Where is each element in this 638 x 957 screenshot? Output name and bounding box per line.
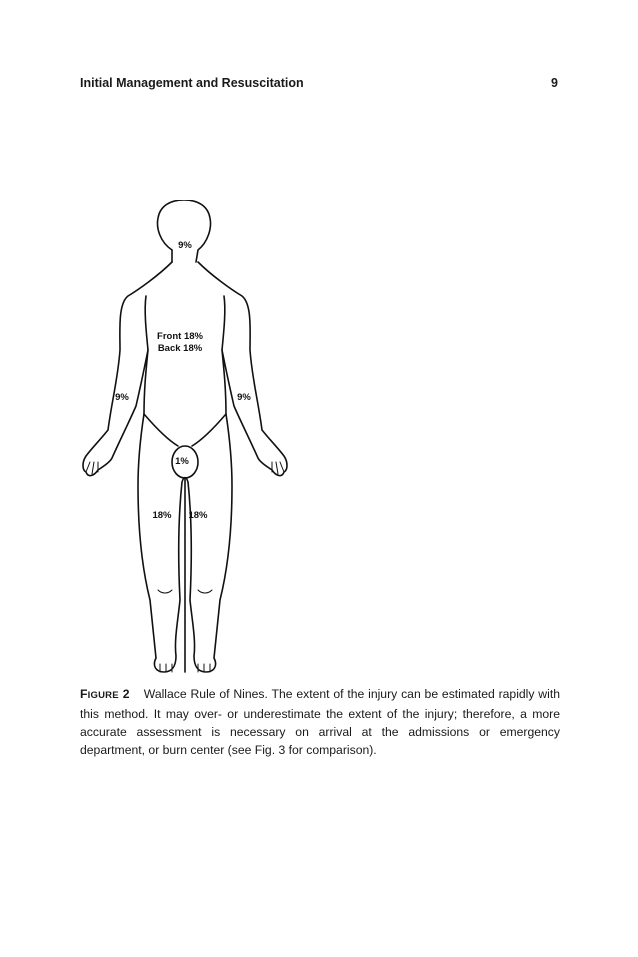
groin-line-right bbox=[192, 414, 226, 446]
left-armpit-line bbox=[145, 296, 148, 350]
groin-line-left bbox=[144, 414, 178, 446]
caption-text: Wallace Rule of Nines. The extent of the injury can be estimated rapidly with this method. It may over- or underestimate the extent of the injury; therefore, a more accurate assessment is necessary on arrival at the admissions or emergency department, or burn center (see Fig. 3 for comparison). bbox=[80, 687, 560, 757]
left-arm-label: 9% bbox=[115, 392, 129, 403]
trunk-front-label: Front 18% bbox=[157, 331, 203, 342]
trunk-back-label: Back 18% bbox=[157, 343, 203, 354]
running-head-title: Initial Management and Resuscitation bbox=[80, 76, 304, 90]
head-label: 9% bbox=[178, 240, 192, 251]
figure-label: FIGURE 2 bbox=[80, 687, 130, 701]
rule-of-nines-figure bbox=[60, 200, 320, 680]
right-arm-label: 9% bbox=[237, 392, 251, 403]
body-outline-illustration bbox=[60, 200, 320, 680]
right-leg-label: 18% bbox=[188, 510, 208, 521]
perineum-label: 1% bbox=[175, 456, 189, 467]
head-outline bbox=[158, 200, 211, 262]
right-armpit-line bbox=[222, 296, 225, 350]
page-number: 9 bbox=[551, 76, 558, 90]
running-head bbox=[80, 76, 558, 94]
figure-caption bbox=[80, 685, 560, 759]
left-leg-label: 18% bbox=[152, 510, 172, 521]
